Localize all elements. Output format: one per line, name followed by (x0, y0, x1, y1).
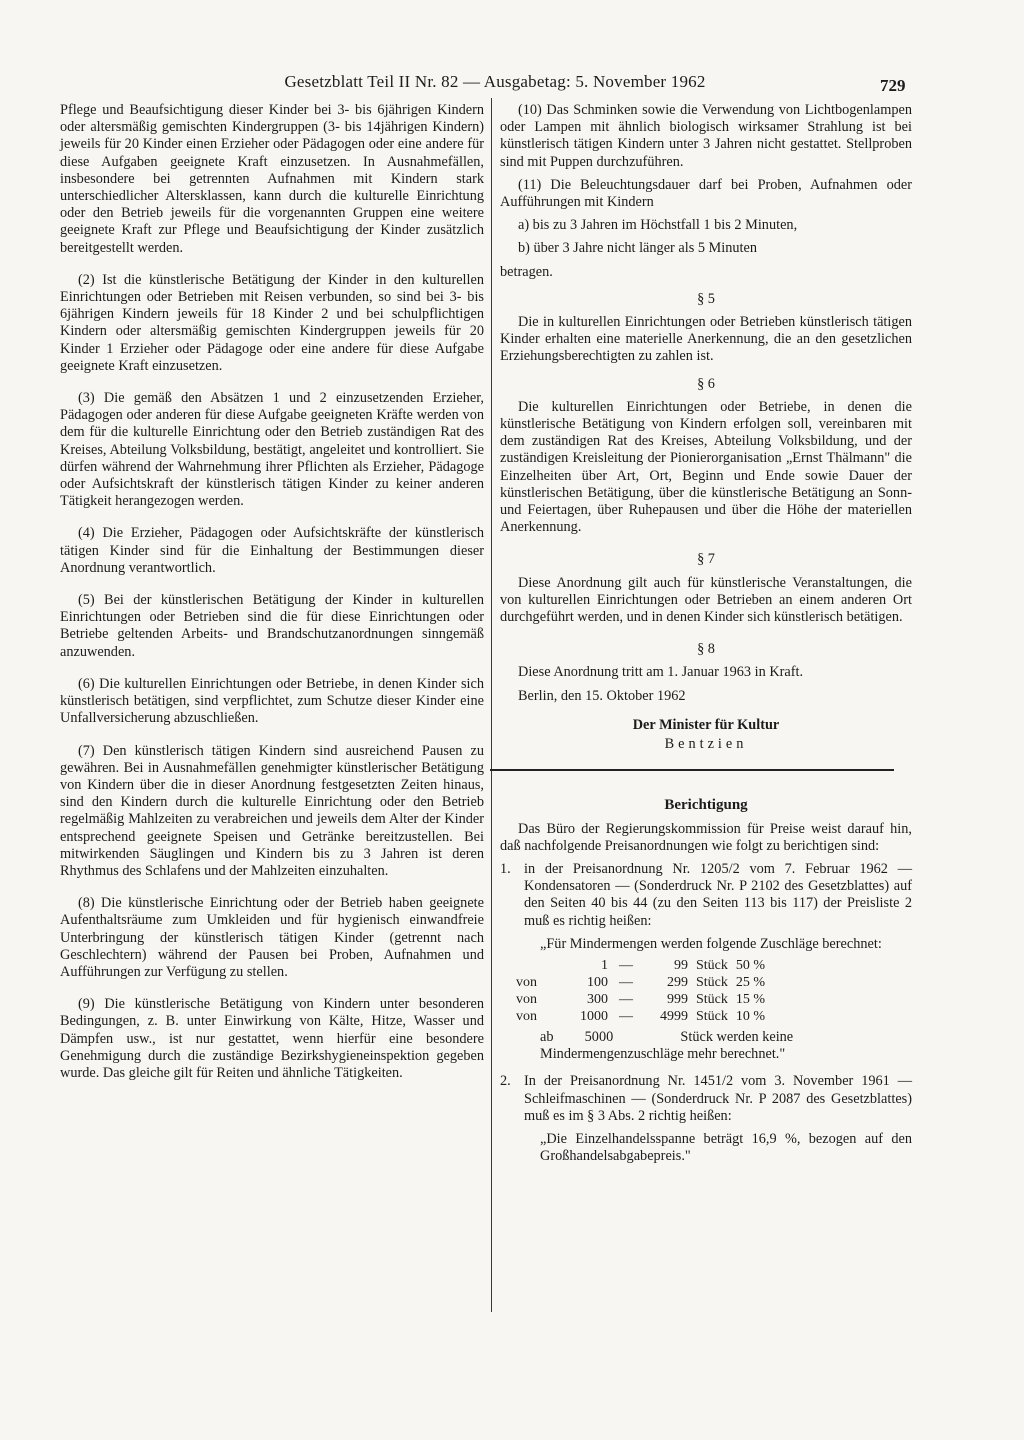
section-7-text: Diese Anordnung gilt auch für künstlerische Veranstaltungen, die von kulturellen Einrichtungen oder Betrieben an einem anderen Ort durchgeführt werden, und in denen Kinder sich künstlerisch betätigen. (500, 574, 912, 626)
row-dash: — (619, 974, 633, 990)
paragraph-11: (11) Die Beleuchtungsdauer darf bei Proben, Aufnahmen oder Aufführungen mit Kindern (500, 176, 912, 211)
row-percent: 10 % (735, 1008, 766, 1024)
item-number: 2. (500, 1073, 511, 1090)
row-prefix: von (516, 991, 537, 1007)
surcharge-row (512, 974, 769, 991)
row-dash: — (619, 1008, 633, 1024)
paragraph-11-end: betragen. (500, 263, 553, 280)
surcharge-last-row (540, 1029, 912, 1063)
correction-item-1 (500, 861, 912, 930)
signature-name: Bentzien (664, 736, 748, 753)
row-from: 1000 (580, 1008, 608, 1024)
row-to: 999 (667, 991, 688, 1007)
item-number: 1. (500, 860, 511, 877)
place-date: Berlin, den 15. Oktober 1962 (518, 687, 686, 704)
paragraph-3: (3) Die gemäß den Absätzen 1 und 2 einzusetzenden Erzieher, Pädagogen oder anderen für diese Aufgabe geeigneten Kräfte werden von dem für die kulturelle Einrichtung oder den Betrieb zuständigen Rat des Kreises, Abteilung Volksbildung, bestätigt, angeleitet und kontrolliert. Sie dürfen während der Wahrnehmung ihrer Pflichten als Erzieher, Pädagoge oder Aufsichtskraft der künstlerisch tätigen Kinder zu keiner anderen Tätigkeit herangezogen werden. (60, 390, 484, 510)
item-text: in der Preisanordnung Nr. 1205/2 vom 7. Februar 1962 — Kondensatoren — (Sonderdruck Nr. P 2102 des Gesetzblattes) auf den Seiten 40 bis 44 (zu den Seiten 113 bis 117) der Preisliste 2 muß es richtig heißen: (524, 860, 912, 929)
row-from: 100 (587, 974, 608, 990)
section-6-heading: § 6 (697, 375, 715, 392)
row-from: 300 (587, 991, 608, 1007)
paragraph-5: (5) Bei der künstlerischen Betätigung der Kinder in kulturellen Einrichtungen oder Betrieben sind die für diese Einrichtungen oder Betriebe geltenden Arbeits- und Brandschutzanordnungen sinngemäß anzuwenden. (60, 592, 484, 660)
item-1-quote: „Für Mindermengen werden folgende Zuschläge berechnet: (540, 935, 882, 952)
row-prefix (512, 957, 560, 974)
item-2-quote: „Die Einzelhandelsspanne beträgt 16,9 %, bezogen auf den Großhandelsabgabepreis." (540, 1130, 912, 1165)
correction-heading: Berichtigung (664, 797, 748, 814)
section-8-heading: § 8 (697, 641, 715, 658)
paragraph-7: (7) Den künstlerisch tätigen Kindern sind ausreichend Pausen zu gewähren. Bei in Ausnahmefällen genehmigter künstlerischer Betätigung von Kindern über die in dieser Anordnung festgesetzten Zeiten hinaus, sind den Kindern durch die kulturelle Einrichtung oder den Betrieb regelmäßig Mahlzeiten zu verabreichen und jeweils dem Alter der Kinder entsprechend geeignete Speisen und Getränke bereitzustellen. Bei mitwirkenden Säuglingen und Kindern bis zu 3 Jahren ist deren Rhythmus des Schlafens und der Mahlzeiten einzuhalten. (60, 742, 484, 879)
row-percent: 25 % (735, 974, 766, 990)
row-to: 299 (667, 974, 688, 990)
row-from: 1 (601, 957, 608, 973)
last-row-quantity: 5000 (584, 1028, 614, 1045)
surcharge-row (512, 957, 769, 974)
section-rule (490, 769, 894, 771)
column-divider (491, 98, 492, 1312)
right-column (500, 102, 912, 1165)
surcharge-table (512, 957, 769, 1025)
section-8-text: Diese Anordnung tritt am 1. Januar 1963 in Kraft. (518, 664, 804, 681)
row-unit: Stück (696, 1008, 728, 1024)
paragraph-9: (9) Die künstlerische Betätigung von Kindern unter besonderen Bedingungen, z. B. unter Einwirkung von Kälte, Hitze, Wasser und Dämpfen usw., ist nur gestattet, wenn hierfür eine besondere Genehmigung durch die zuständige Bezirkshygieneinspektion gegeben wurde. Das gleiche gilt für Reiten und ähnliche Tätigkeiten. (60, 996, 484, 1081)
section-6-text: Die kulturellen Einrichtungen oder Betriebe, in denen die künstlerische Betätigung von Kindern erfolgen soll, vereinbaren mit dem zuständigen Rat des Kreises, Abteilung Volksbildung, und der zuständigen Kreisleitung der Pionierorganisation „Ernst Thälmann" die Einzelheiten über Art, Ort, Beginn und Ende sowie Dauer der künstlerischen Betätigung, über die künstlerische Betätigung an Sonn- und Feiertagen, über Ruhepausen und über die Höhe der materiellen Anerkennung. (500, 398, 912, 536)
row-unit: Stück (696, 957, 728, 973)
row-prefix: von (516, 1008, 537, 1024)
section-7-heading: § 7 (697, 551, 715, 568)
paragraph-8: (8) Die künstlerische Einrichtung oder der Betrieb haben geeignete Aufenthaltsräume zum Umkleiden und für hygienisch einwandfreie Unterbringung der künstlerisch tätigen Kinder (getrennt nach Geschlechtern) während der Pausen bei Proben, Aufnahmen und Aufführungen zur Verfügung zu stellen. (60, 895, 484, 980)
row-unit: Stück (696, 991, 728, 1007)
last-row-text: Stück werden keine Mindermengenzuschläge mehr berechnet." (540, 1028, 794, 1063)
item-text: In der Preisanordnung Nr. 1451/2 vom 3. November 1961 — Schleifmaschinen — (Sonderdruck Nr. P 2087 des Gesetzblattes) muß es im § 3 Abs. 2 richtig heißen: (524, 1073, 912, 1124)
row-prefix: von (516, 974, 537, 990)
row-dash: — (619, 991, 633, 1007)
list-item-a: a) bis zu 3 Jahren im Höchstfall 1 bis 2 Minuten, (518, 217, 798, 234)
left-column (60, 102, 484, 1097)
paragraph-1-continued: Pflege und Beaufsichtigung dieser Kinder bei 3- bis 6jährigen Kindern oder altersmäßig gemischten Kindergruppen (3- bis 14jährigen Kindern) jeweils für 20 Kinder einen Erzieher oder Pädagogen oder eine andere für diese Aufgaben geeignete Kraft einzusetzen. In Ausnahmefällen, insbesondere bei getrennten Aufnahmen mit Kindern stark unterschiedlicher Altersklassen, kann durch die kulturelle Einrichtung oder den Betrieb jeweils für die vorgenannten Gruppen eine weitere geeignete Kraft zur Pflege und Beaufsichtigung der Kinder zusätzlich bereitgestellt werden. (60, 102, 484, 256)
last-row-prefix: ab (540, 1028, 554, 1045)
page-number: 729 (880, 76, 906, 95)
paragraph-2: (2) Ist die künstlerische Betätigung der Kinder in den kulturellen Einrichtungen oder Betrieben mit Reisen verbunden, so sind bei 3- bis 6jährigen Kindern jeweils für 18 Kinder 2 und bei schulpflichtigen Kindern oder altersmäßig gemischten Kindergruppen jeweils für 20 Kinder 1 Erzieher oder Pädagoge oder eine andere für diese Aufgabe geeignete Kraft einzusetzen. (60, 271, 484, 374)
row-percent: 15 % (735, 991, 766, 1007)
correction-intro: Das Büro der Regierungskommission für Preise weist darauf hin, daß nachfolgende Preisanordnungen wie folgt zu berichtigen sind: (500, 820, 912, 854)
list-item-b: b) über 3 Jahre nicht länger als 5 Minuten (518, 240, 758, 257)
row-percent: 50 % (735, 957, 766, 973)
correction-item-2 (500, 1073, 912, 1125)
row-to: 4999 (660, 1008, 688, 1024)
surcharge-row (512, 1008, 769, 1025)
surcharge-row (512, 991, 769, 1008)
row-unit: Stück (696, 974, 728, 990)
running-header: Gesetzblatt Teil II Nr. 82 — Ausgabetag: 5. November 1962 (284, 72, 706, 91)
paragraph-10: (10) Das Schminken sowie die Verwendung von Lichtbogenlampen oder Lampen mit ähnlich biologisch wirksamer Strahlung ist bei künstlerisch tätigen Kindern unter 3 Jahren nicht gestattet. Stellproben sind mit Puppen durchzuführen. (500, 102, 912, 170)
row-dash: — (619, 957, 633, 973)
signature-title: Der Minister für Kultur (632, 716, 780, 733)
section-5-heading: § 5 (697, 290, 715, 307)
section-5-text: Die in kulturellen Einrichtungen oder Betrieben künstlerisch tätigen Kinder erhalten eine materielle Anerkennung, die an den gesetzlichen Erziehungsberechtigten zu zahlen ist. (500, 314, 912, 365)
row-to: 99 (674, 957, 688, 973)
paragraph-4: (4) Die Erzieher, Pädagogen oder Aufsichtskräfte der künstlerisch tätigen Kinder sind für die Einhaltung der Bestimmungen dieser Anordnung verantwortlich. (60, 525, 484, 576)
paragraph-6: (6) Die kulturellen Einrichtungen oder Betriebe, in denen Kinder sich künstlerisch betätigen, sind verpflichtet, zum Schutze dieser Kinder eine Unfallversicherung abzuschließen. (60, 675, 484, 727)
